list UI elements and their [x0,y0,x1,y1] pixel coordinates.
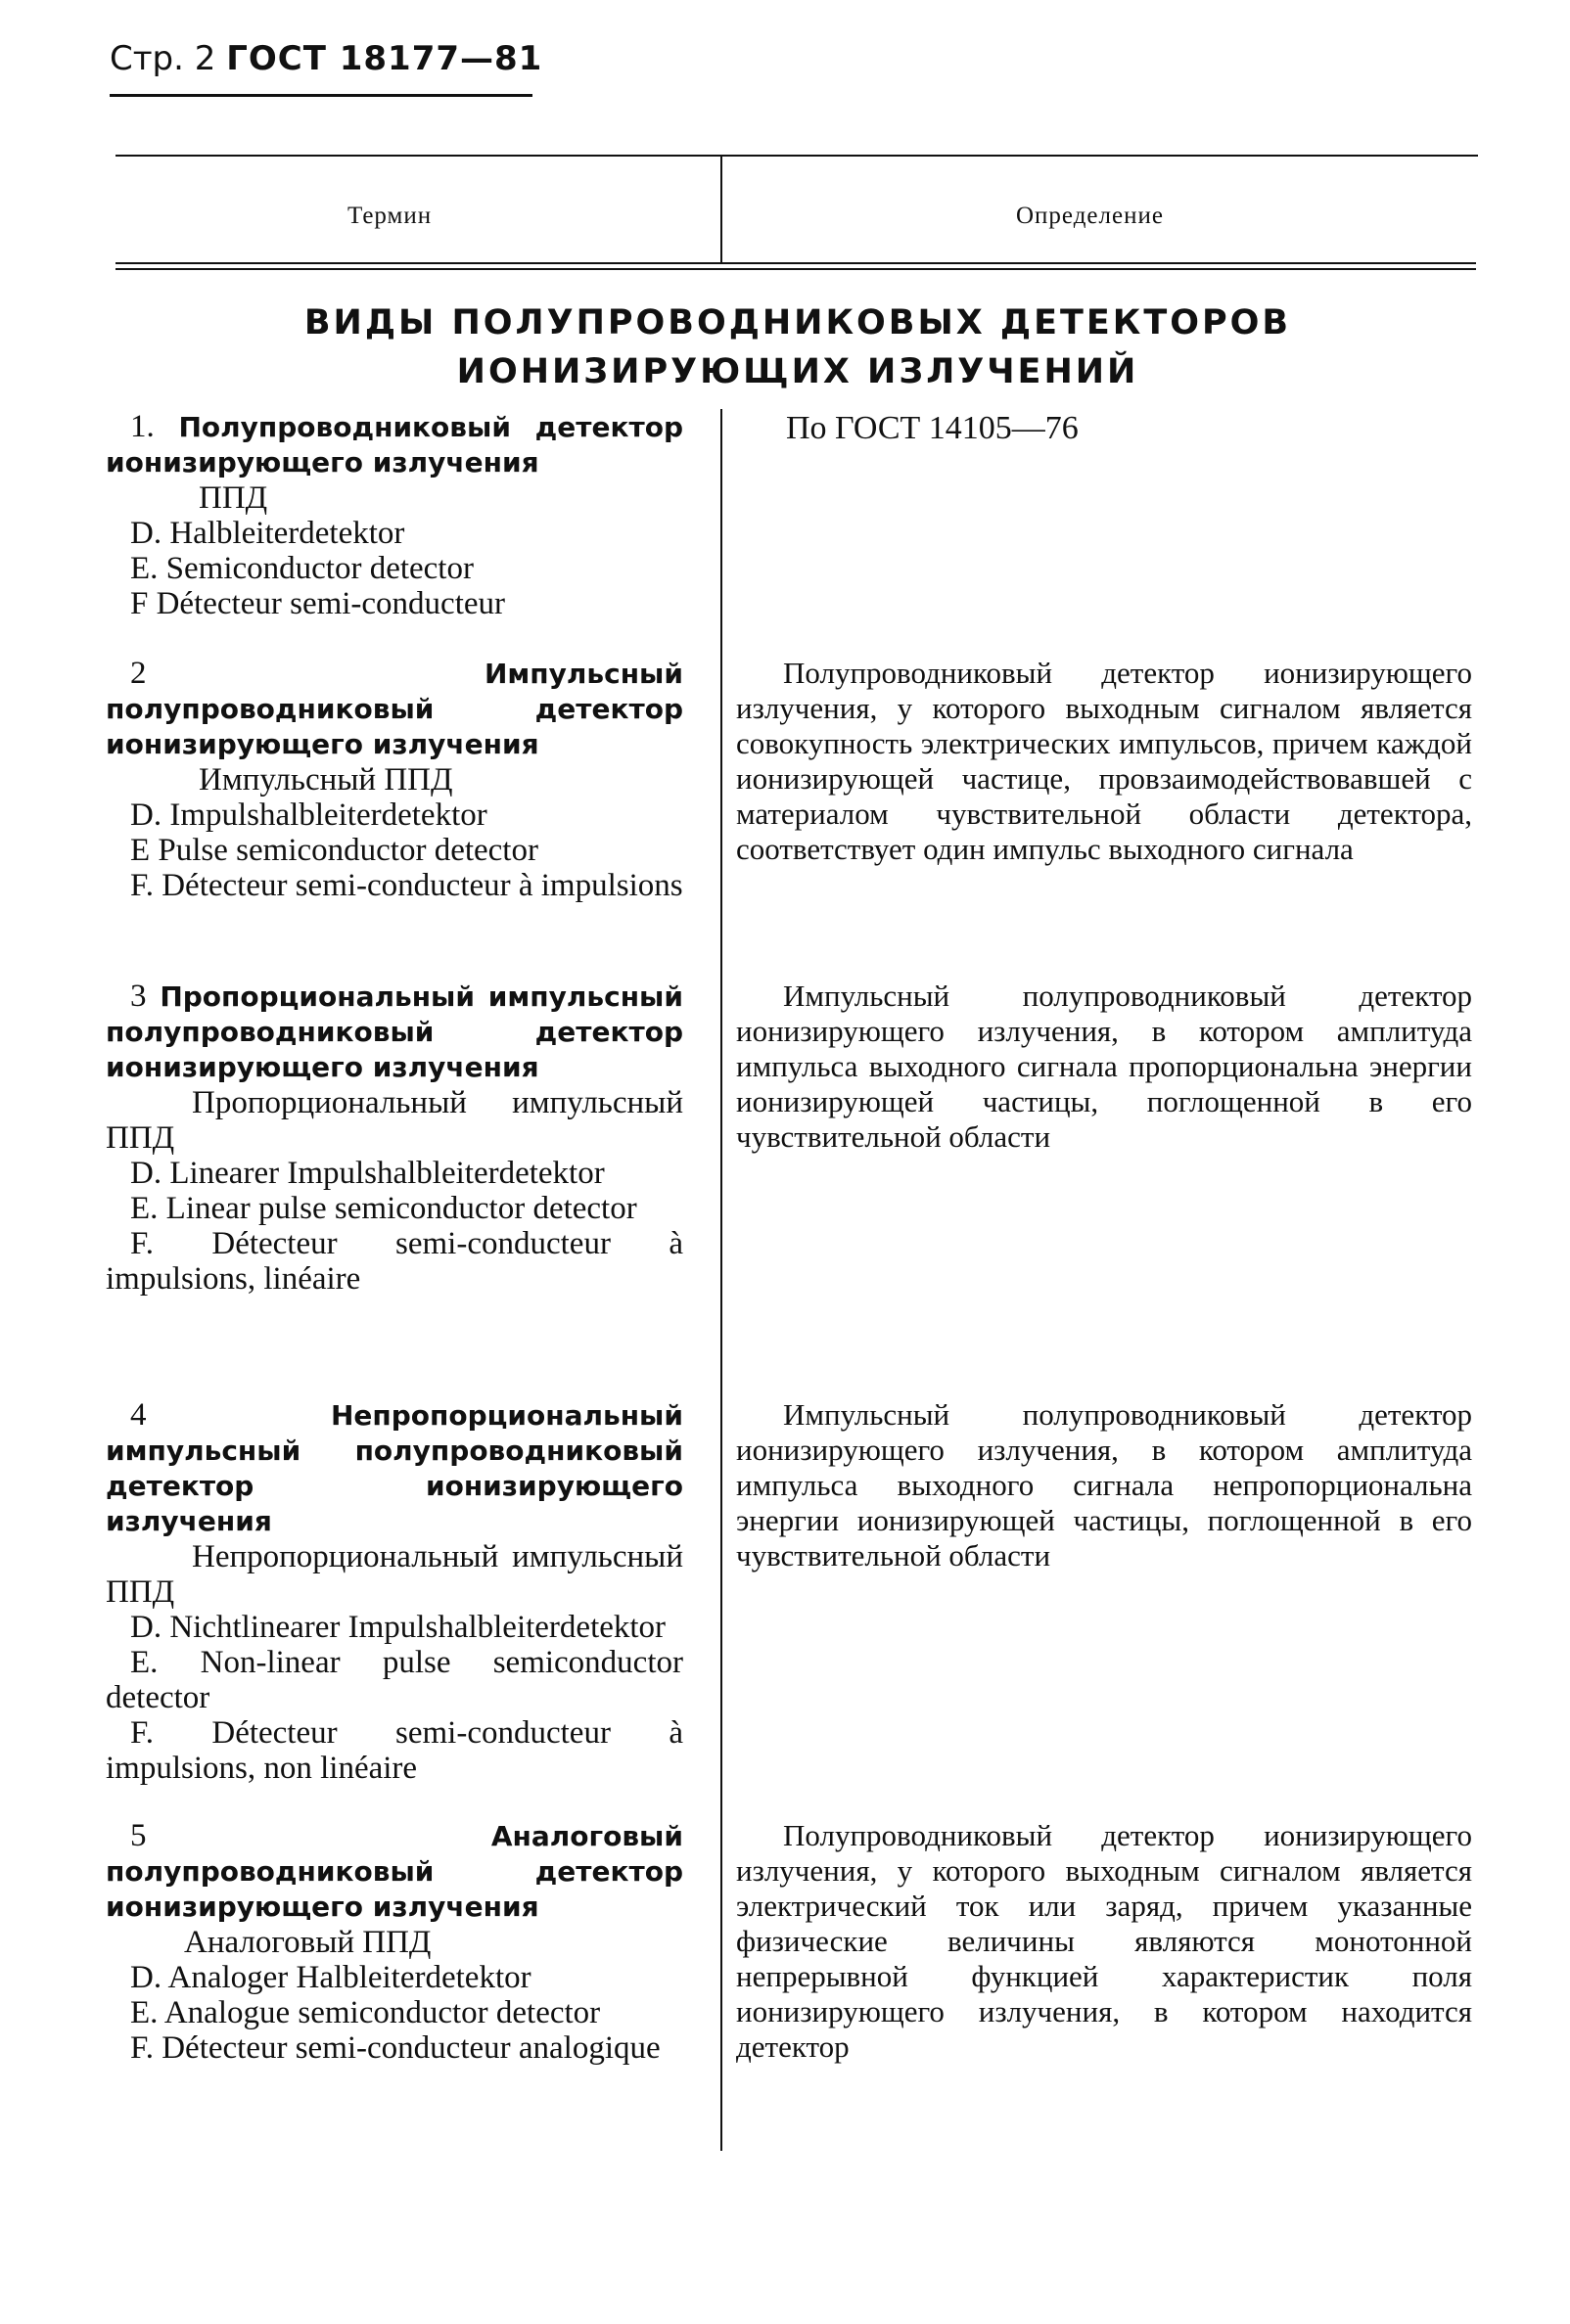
term-number: 3 [130,979,147,1014]
term-french: F. Détecteur semi-conducteur à impulsions [130,868,683,903]
term-entry-4 [106,1397,683,1786]
term-title: Импульсный полупроводниковый детектор ионизирующего излучения [106,658,683,760]
term-entry-1 [106,409,683,621]
term-french: F. Détecteur semi-conducteur à impulsions, non linéaire [106,1715,683,1786]
definition-entry-2: Полупроводниковый детектор ионизирующего излучения, у которого выходным сигналом является совокупность электрических импульсов, причем каждой ионизирующей частице, провзаимодействовавшей с материалом чувствительной области детектора, соответствует один импульс выходного сигнала [736,656,1472,866]
term-name [106,979,683,1085]
term-french: F Détecteur semi-conducteur [130,586,506,621]
page-header [110,39,542,78]
term-title: Полупроводниковый детектор ионизирующего излучения [106,411,683,478]
term-entry-2 [106,656,683,903]
term-english: E. Analogue semiconductor detector [130,1995,601,2030]
term-number: 5 [130,1818,147,1853]
column-header-term: Термин [347,203,433,229]
term-entry-5 [106,1818,683,2066]
term-name [106,1818,683,1925]
table-top-rule [115,155,1478,157]
header-rule [110,94,532,97]
page-label: Стр. 2 [110,39,216,78]
term-english: E. Linear pulse semiconductor detector [130,1191,637,1226]
term-number: 1. [130,409,155,444]
term-english: E. Semiconductor detector [130,551,474,586]
standard-number: ГОСТ 18177—81 [226,39,543,78]
term-title: Непропорциональный импульсный полупроводниковый детектор ионизирующего излучения [106,1399,683,1537]
body-column-divider [720,409,722,2151]
section-title [294,298,1302,396]
term-french: F. Détecteur semi-conducteur analogique [130,2030,661,2066]
section-title-line-1: ВИДЫ ПОЛУПРОВОДНИКОВЫХ ДЕТЕКТОРОВ [303,303,1292,342]
term-german: D. Impulshalbleiterdetektor [130,797,487,833]
term-german: D. Analoger Halbleiterdetektor [130,1960,531,1995]
term-name [106,656,683,762]
term-number: 2 [130,656,147,691]
term-name [106,409,683,480]
section-title-line-2: ИОНИЗИРУЮЩИХ ИЗЛУЧЕНИЙ [456,352,1139,391]
term-german: D. Linearer Impulshalbleiterdetektor [130,1156,605,1191]
term-german: D. Halbleiterdetektor [130,516,405,551]
definition-entry-1: По ГОСТ 14105—76 [786,410,1079,446]
header-column-divider [720,157,722,262]
term-german: D. Nichtlinearer Impulshalbleiterdetektor [130,1610,667,1645]
term-abbreviation: Непропорциональный импульсный ППД [106,1539,683,1610]
table-header-double-rule [115,262,1476,270]
definition-entry-3: Импульсный полупроводниковый детектор ионизирующего излучения, в котором амплитуда импульса выходного сигнала пропорциональна энергии ионизирующей частицы, поглощенной в его чувствительной области [736,979,1472,1154]
definition-entry-4: Импульсный полупроводниковый детектор ионизирующего излучения, в котором амплитуда импульса выходного сигнала непропорциональна энергии ионизирующей частицы, поглощенной в его чувствительной области [736,1397,1472,1572]
term-english: E. Non-linear pulse semiconductor detector [106,1645,683,1715]
term-english: E Pulse semiconductor detector [130,833,538,868]
term-name [106,1397,683,1539]
term-title: Пропорциональный импульсный полупроводниковый детектор ионизирующего излучения [106,980,683,1083]
term-french: F. Détecteur semi-conducteur à impulsions, linéaire [106,1226,683,1297]
column-header-definition: Определение [1016,203,1164,229]
term-abbreviation: Пропорциональный импульсный ППД [106,1085,683,1156]
definition-entry-5: Полупроводниковый детектор ионизирующего излучения, у которого выходным сигналом является электрический ток или заряд, причем указанные физические величины являются монотонной непрерывной функцией характеристик поля ионизирующего излучения, в котором находится детектор [736,1818,1472,2064]
term-title: Аналоговый полупроводниковый детектор ионизирующего излучения [106,1820,683,1923]
term-abbreviation: Импульсный ППД [199,762,453,797]
term-abbreviation: Аналоговый ППД [184,1925,432,1960]
term-number: 4 [130,1397,147,1433]
term-abbreviation: ППД [199,480,268,516]
term-entry-3 [106,979,683,1297]
